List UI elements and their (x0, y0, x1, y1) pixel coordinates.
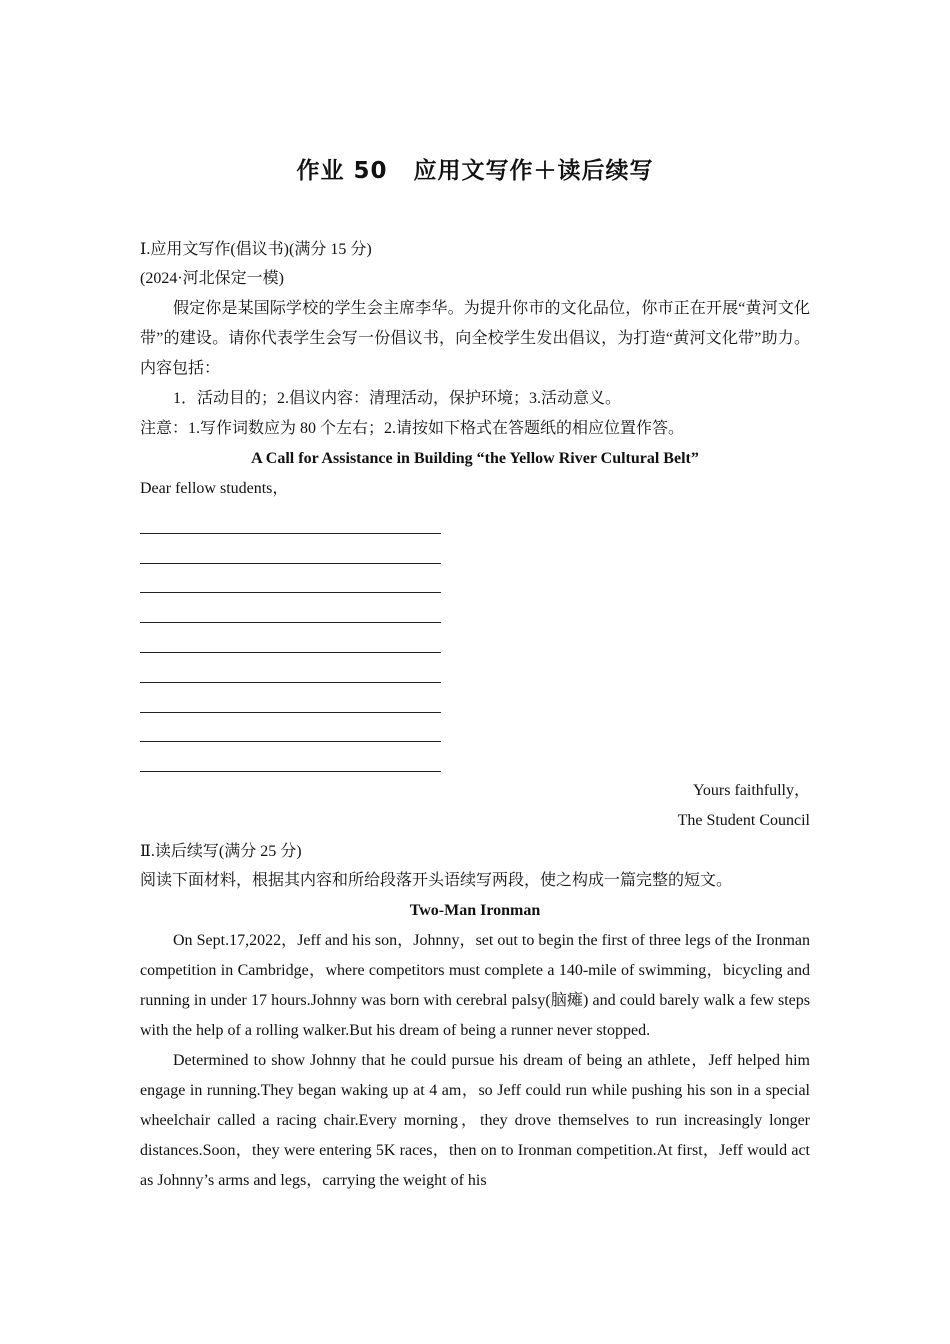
part1-prompt: 假定你是某国际学校的学生会主席李华。为提升你市的文化品位，你市正在开展“黄河文化带”的建设。请你代表学生会写一份倡议书，向全校学生发出倡议，为打造“黄河文化带”助力。内容包括： (140, 300, 810, 377)
part1-heading-label: 应用文写作 (150, 239, 231, 258)
story-text (140, 926, 810, 1196)
part2-heading-label: 读后续写 (154, 841, 219, 861)
answer-line[interactable] (140, 742, 441, 772)
part1-points: 1．活动目的；2.倡议内容：清理活动，保护环境；3.活动意义。 (173, 390, 622, 407)
part2-instruction: 阅读下面材料，根据其内容和所给段落开头语续写两段，使之构成一篇完整的短文。 (140, 872, 733, 890)
answer-line[interactable] (140, 713, 441, 743)
answer-lines (140, 504, 810, 772)
document-body (140, 234, 810, 1196)
title-main: 应用文写作＋读后续写 (413, 158, 654, 184)
letter-closing: Yours faithfully， (692, 782, 810, 800)
letter-signature: The Student Council (677, 812, 810, 830)
part1-source: (2024·河北保定一模) (140, 270, 284, 287)
answer-line[interactable] (140, 504, 441, 534)
story-paragraph: On Sept.17,2022，Jeff and his son，Johnny，set out to begin the first of three legs of the Ironman competition in Cambridge，where competitors must complete a 140-mile of swimming，bicycling and running in under 17 hours.Johnny was born with cerebral palsy(脑瘫) and could barely walk a few steps with the help of a rolling walker.But his dream of being a runner never stopped. (140, 932, 810, 1040)
letter-salutation: Dear fellow students， (140, 480, 289, 497)
answer-line[interactable] (140, 593, 441, 623)
answer-line[interactable] (140, 564, 441, 594)
part1-heading-detail: (倡议书)(满分 15 分) (230, 241, 372, 258)
letter-title: A Call for Assistance in Building “the Yellow River Cultural Belt” (251, 450, 699, 467)
answer-line[interactable] (140, 653, 441, 683)
part2-heading: Ⅱ.读后续写(满分 25 分) (140, 841, 302, 861)
part1-heading: Ⅰ.应用文写作(倡议书)(满分 15 分) (140, 239, 372, 258)
answer-line[interactable] (140, 683, 441, 713)
part1-note: 注意：1.写作词数应为 80 个左右；2.请按如下格式在答题纸的相应位置作答。 (140, 420, 685, 437)
story-title: Two-Man Ironman (409, 902, 541, 920)
answer-line[interactable] (140, 623, 441, 653)
page-title (0, 152, 950, 185)
part2-heading-detail: (满分 25 分) (218, 843, 302, 861)
answer-line[interactable] (140, 534, 441, 564)
title-prefix: 作业 50 (296, 158, 388, 184)
story-paragraph: Determined to show Johnny that he could pursue his dream of being an athlete，Jeff helped him engage in running.They began waking up at 4 am，so Jeff could run while pushing his son in a special wheelchair called a racing chair.Every morning，they drove themselves to run increasingly longer distances.Soon，they were entering 5K races，then on to Ironman competition.At first，Jeff would act as Johnny’s arms and legs，carrying the weight of his (140, 1052, 810, 1190)
